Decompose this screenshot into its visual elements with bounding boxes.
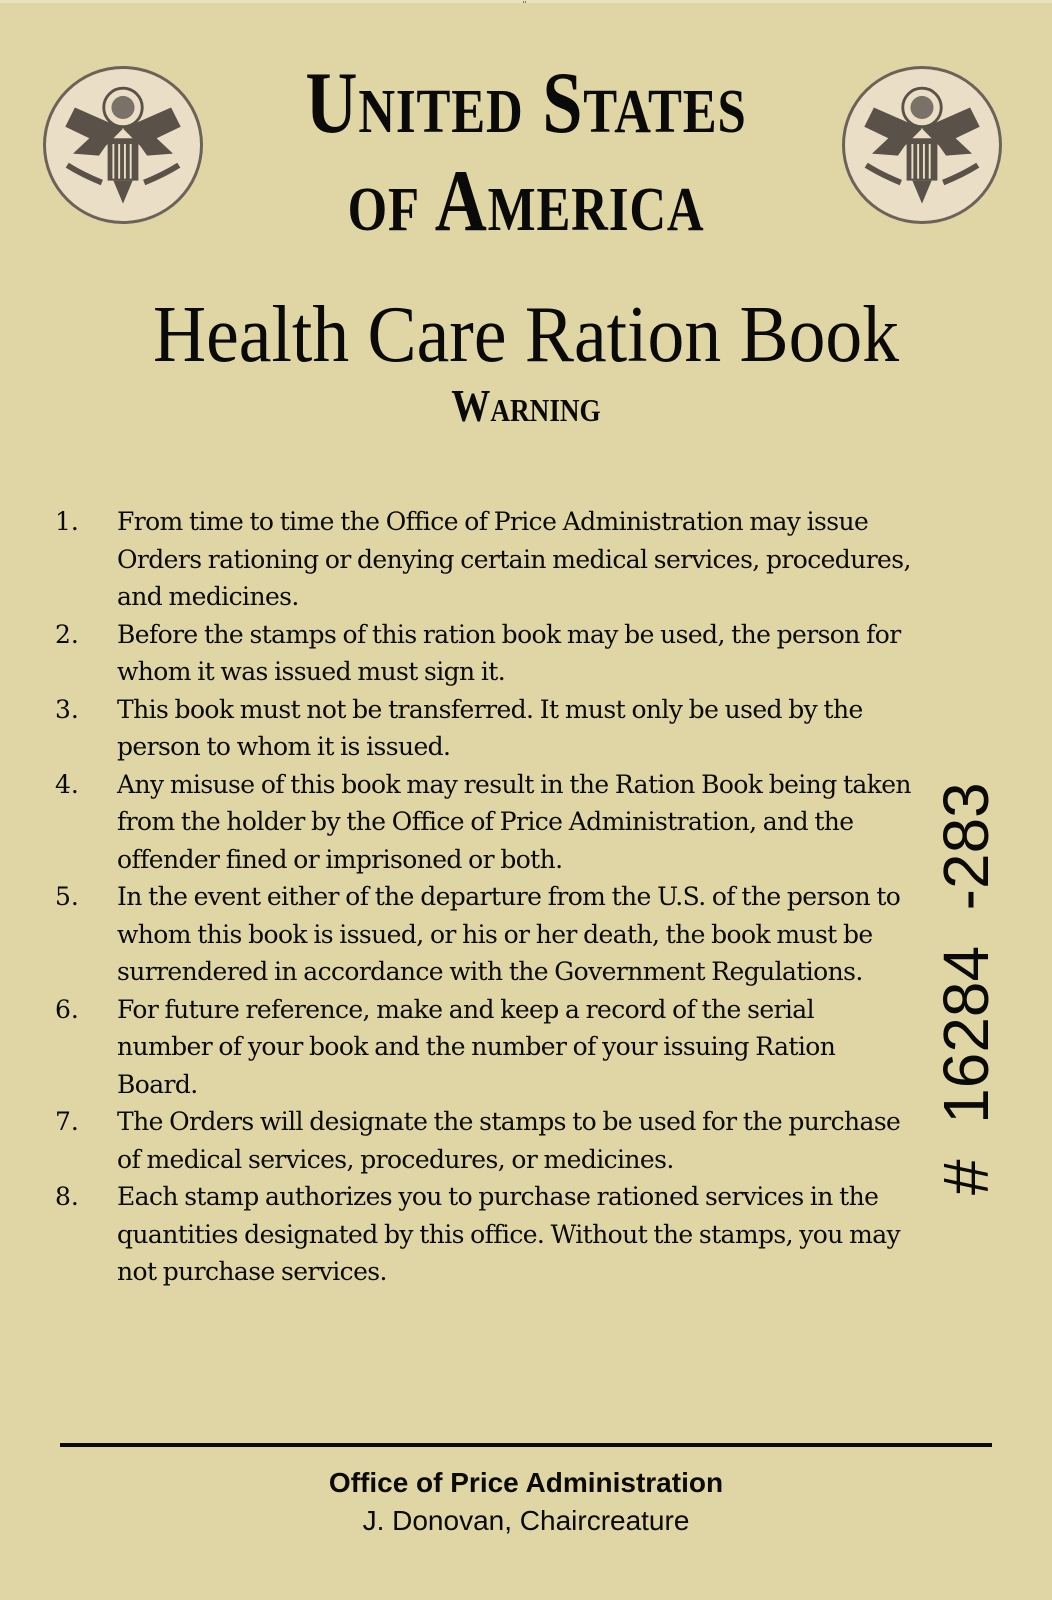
rule-item (55, 616, 915, 691)
signatory: J. Donovan, Chaircreature (362, 1505, 690, 1536)
rule-text: Before the stamps of this ration book may be used, the person for whom it was issued must sign it. (117, 619, 901, 686)
rule-number: 6. (55, 994, 79, 1024)
document-title: Health Care Ration Book (152, 291, 900, 379)
rule-text: For future reference, make and keep a record of the serial number of your book and the number of your issuing Ration Board. (117, 994, 836, 1099)
rule-item (55, 878, 915, 991)
rule-number: 2. (55, 619, 79, 649)
rule-text: Any misuse of this book may result in the Ration Book being taken from the holder by the Office of Price Administration, and the offender fined or imprisoned or both. (117, 769, 911, 874)
serial-number: # 16284 -283 (930, 782, 1002, 1195)
issuing-organization: Office of Price Administration (328, 1467, 724, 1498)
rule-text: This book must not be transferred. It must only be used by the person to whom it is issued. (117, 694, 863, 761)
warning-heading: Warning (451, 380, 601, 431)
country-title-line2: of America (347, 153, 705, 250)
rules-list (55, 503, 915, 1291)
rule-number: 7. (55, 1107, 79, 1136)
rule-number: 3. (55, 694, 79, 724)
rule-item (55, 991, 915, 1104)
rule-text: In the event either of the departure from the U.S. of the person to whom this book is issued, or his or her death, the book must be surrendered in accordance with the Government Regulations. (117, 882, 901, 986)
rule-text: The Orders will designate the stamps to be used for the purchase of medical services, procedures, or medicines. (117, 1107, 901, 1174)
rule-item (55, 691, 915, 766)
rule-number: 5. (55, 882, 79, 911)
footer-divider (60, 1443, 992, 1447)
top-mark: ¨ (522, 1, 527, 12)
rule-item (55, 766, 915, 879)
rule-text: Each stamp authorizes you to purchase rationed services in the quantities designated by this office. Without the stamps, you may not purchase services. (117, 1182, 901, 1286)
rule-number: 1. (55, 507, 79, 536)
rule-number: 8. (55, 1182, 79, 1211)
country-title-line1: United States (305, 55, 747, 152)
rule-item (55, 1178, 915, 1291)
rule-item (55, 1103, 915, 1178)
rule-text: From time to time the Office of Price Administration may issue Orders rationing or denying certain medical services, procedures, and medicines. (117, 507, 911, 611)
rule-item (55, 503, 915, 616)
rule-number: 4. (55, 769, 79, 799)
